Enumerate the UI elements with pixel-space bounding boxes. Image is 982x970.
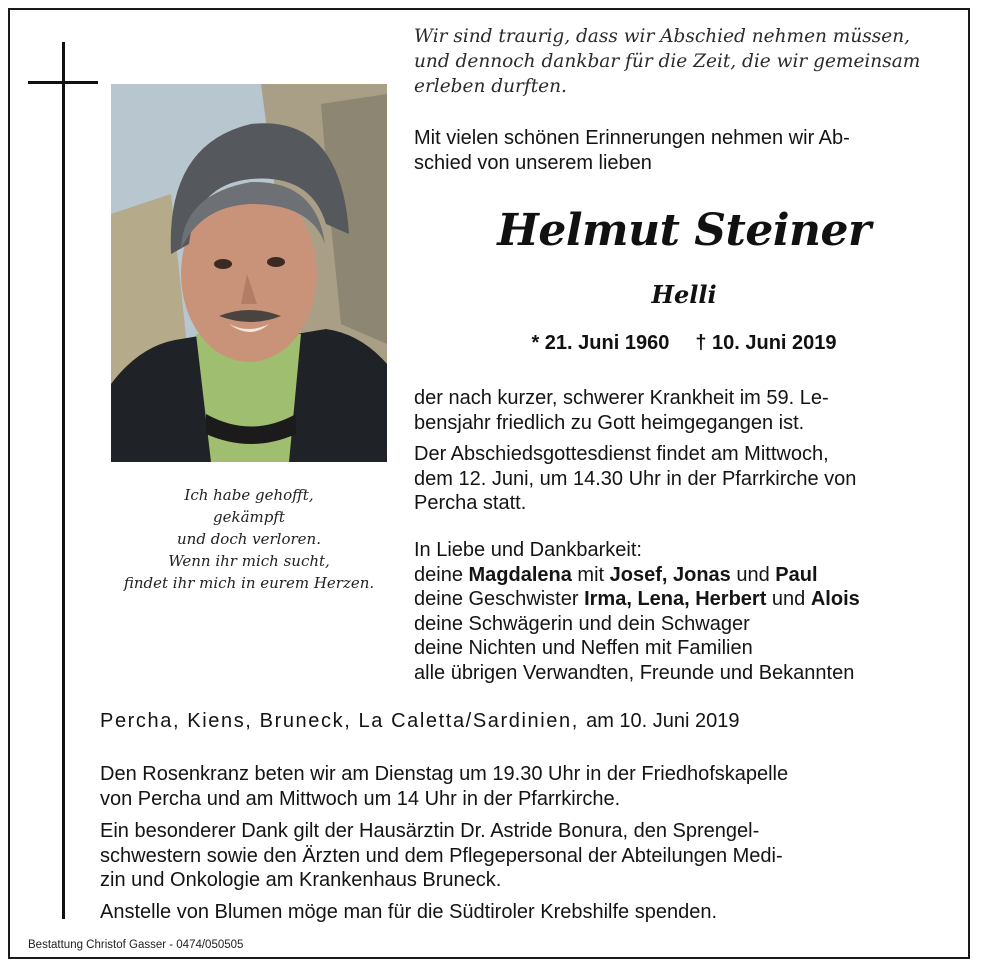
mourners-line — [414, 587, 954, 612]
thanks-line: Ein besonderer Dank gilt der Hausärztin Dr. Astride Bonura, den Sprengel- — [100, 820, 760, 842]
mourner-name: Irma, Lena, Herbert — [584, 588, 767, 610]
mourner-name: Alois — [810, 588, 860, 610]
poem-line: Ich habe gehofft, — [184, 486, 314, 504]
poem-line: und doch verloren. — [177, 530, 321, 548]
service-line: Der Abschiedsgottesdienst findet am Mittwoch, — [414, 443, 829, 465]
rosary-text — [100, 762, 960, 811]
poem-line: Wenn ihr mich sucht, — [168, 552, 330, 570]
cross-icon-vertical — [62, 42, 65, 919]
mourner-name: Paul — [775, 563, 818, 586]
thanks-line: schwestern sowie den Ärzten und dem Pflegepersonal der Abteilungen Medi- — [100, 844, 783, 867]
illness-text — [414, 386, 954, 435]
donation-line: Anstelle von Blumen möge man für die Südtiroler Krebshilfe spenden. — [100, 901, 718, 923]
cross-icon-horizontal — [28, 81, 98, 84]
mourners-line: deine Schwägerin und dein Schwager — [414, 612, 750, 635]
funeral-home-credit: Bestattung Christof Gasser - 0474/050505 — [28, 939, 244, 951]
obituary-notice — [8, 8, 970, 959]
mourner-text: mit — [571, 563, 610, 586]
mourners-line — [414, 563, 954, 588]
mourners-heading: In Liebe und Dankbarkeit: — [414, 539, 642, 561]
donation-text — [100, 900, 960, 925]
mourner-name: Josef, Jonas — [609, 563, 731, 586]
quote-line: erleben durften. — [414, 76, 567, 97]
poem-line: gekämpft — [213, 508, 285, 526]
intro-line: Mit vielen schönen Erinnerungen nehmen wir Ab- — [414, 127, 850, 149]
mourner-name: Magdalena — [468, 563, 572, 586]
thanks-text — [100, 819, 960, 893]
birth-date: * 21. Juni 1960 — [531, 332, 670, 354]
poem-line: findet ihr mich in eurem Herzen. — [123, 574, 375, 592]
rosary-line: Den Rosenkranz beten wir am Dienstag um 19.30 Uhr in der Friedhofskapelle — [100, 763, 789, 785]
mourners-line: alle übrigen Verwandten, Freunde und Bekannten — [414, 661, 855, 684]
mourner-text: und — [730, 563, 776, 586]
rosary-line: von Percha und am Mittwoch um 14 Uhr in der Pfarrkirche. — [100, 787, 621, 810]
mourners-list — [414, 538, 954, 685]
illness-line: bensjahr friedlich zu Gott heimgegangen ist. — [414, 411, 805, 434]
mourner-text: und — [766, 588, 811, 610]
illness-line: der nach kurzer, schwerer Krankheit im 59. Le- — [414, 387, 829, 409]
opening-quote — [414, 24, 954, 99]
funeral-service-text — [414, 442, 954, 516]
quote-line: und dennoch dankbar für die Zeit, die wir gemeinsam — [414, 51, 921, 72]
service-line: dem 12. Juni, um 14.30 Uhr in der Pfarrkirche von — [414, 467, 857, 490]
mourner-text: deine — [414, 563, 469, 586]
death-date: † 10. Juni 2019 — [695, 332, 837, 354]
memorial-poem — [111, 484, 387, 594]
deceased-nickname: Helli — [651, 280, 717, 309]
intro-line: schied von unserem lieben — [414, 151, 652, 174]
mourner-text: deine Geschwister — [414, 588, 585, 610]
thanks-line: zin und Onkologie am Krankenhaus Bruneck. — [100, 869, 502, 891]
service-line: Percha statt. — [414, 492, 527, 514]
mourners-line: deine Nichten und Neffen mit Familien — [414, 637, 753, 659]
quote-line: Wir sind traurig, dass wir Abschied nehmen müssen, — [414, 26, 910, 47]
portrait-photo — [111, 84, 387, 462]
deceased-name: Helmut Steiner — [497, 205, 871, 256]
life-dates — [414, 330, 954, 356]
notice-date: am 10. Juni 2019 — [586, 710, 740, 732]
place-and-date — [100, 708, 960, 734]
intro-text — [414, 126, 954, 175]
place-locations: Percha, Kiens, Bruneck, La Caletta/Sardinien, — [100, 710, 579, 732]
